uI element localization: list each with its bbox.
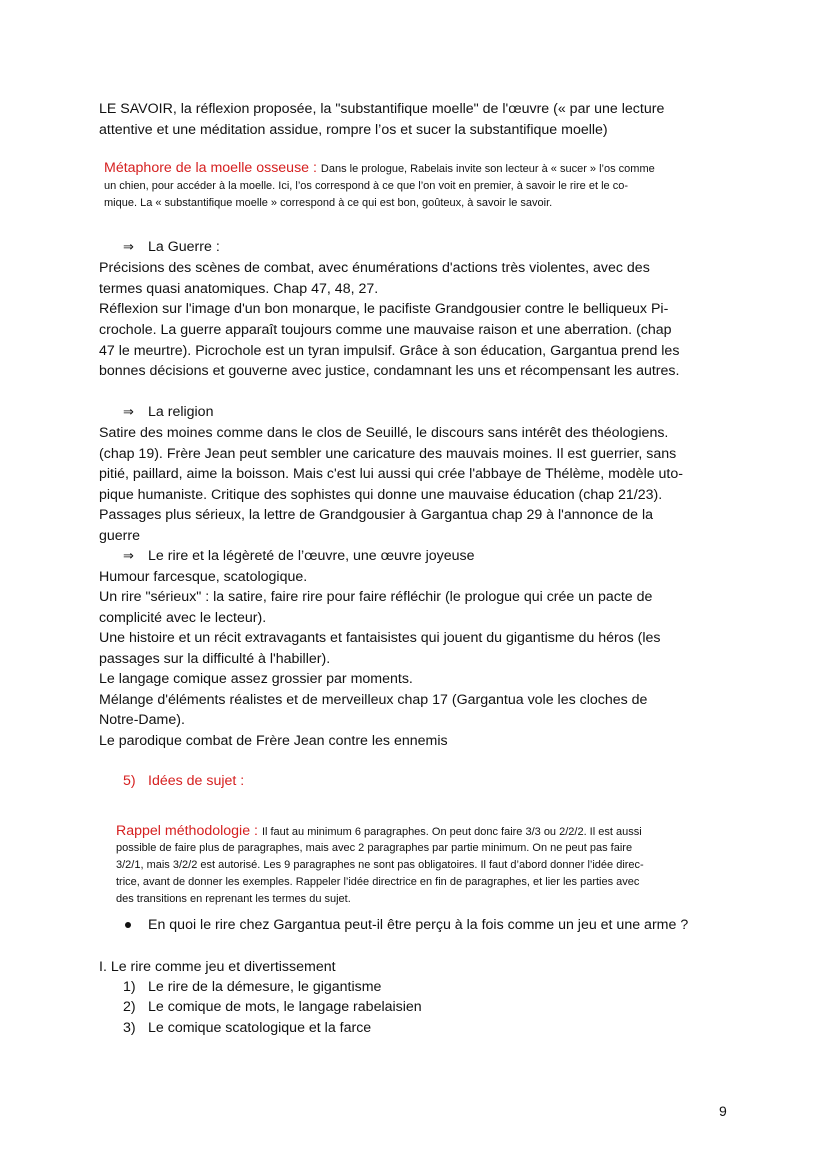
arrow-icon: ⇒ — [123, 404, 134, 419]
metaphor-text-1: Dans le prologue, Rabelais invite son lecteur à « sucer » l’os comme — [320, 163, 655, 175]
rappel-line-1 — [116, 821, 642, 841]
religion-line: guerre — [99, 528, 141, 544]
section-5-title: Idées de sujet : — [148, 773, 245, 789]
guerre-line: Réflexion sur l'image d'un bon monarque, le pacifiste Grandgousier contre le belliqueux Pi- — [99, 301, 669, 317]
guerre-line: 47 le meurtre). Picrochole est un tyran impulsif. Grâce à son éducation, Gargantua prend les — [99, 343, 680, 359]
metaphor-heading: Métaphore de la moelle osseuse : — [104, 160, 317, 176]
plan-item: Le comique de mots, le langage rabelaisien — [148, 999, 422, 1015]
intro-line-1: LE SAVOIR, la réflexion proposée, la "substantifique moelle" de l'œuvre (« par une lecture — [99, 101, 665, 117]
rappel-line-4: trice, avant de donner les exemples. Rappeler l’idée directrice en fin de paragraphes, et lier les parties avec — [116, 876, 640, 888]
guerre-line: termes quasi anatomiques. Chap 47, 48, 27. — [99, 281, 379, 297]
metaphor-line-3: mique. La « substantifique moelle » correspond à ce qui est bon, goûteux, à savoir le savoir. — [104, 197, 553, 209]
rappel-line-3: 3/2/1, mais 3/2/2 est autorisé. Les 9 paragraphes ne sont pas obligatoires. Il faut d’abord donner l’idée direc- — [116, 859, 644, 871]
rire-line: Le langage comique assez grossier par moments. — [99, 671, 413, 687]
section-5-number: 5) — [123, 773, 136, 789]
rappel-heading: Rappel méthodologie : — [116, 823, 258, 839]
subject-question: En quoi le rire chez Gargantua peut-il être perçu à la fois comme un jeu et une arme ? — [148, 917, 689, 933]
arrow-icon: ⇒ — [123, 548, 134, 563]
rappel-line-5: des transitions en reprenant les termes du sujet. — [116, 893, 351, 905]
rire-line: Humour farcesque, scatologique. — [99, 569, 308, 585]
religion-line: Passages plus sérieux, la lettre de Grandgousier à Gargantua chap 29 à l'annonce de la — [99, 507, 654, 523]
intro-line-2: attentive et une méditation assidue, rompre l’os et sucer la substantifique moelle) — [99, 122, 608, 138]
rire-line: complicité avec le lecteur). — [99, 610, 267, 626]
guerre-line: bonnes décisions et gouverne avec justice, condamnant les uns et récompensant les autres. — [99, 363, 680, 379]
religion-line: pique humaniste. Critique des sophistes qui donne une mauvaise éducation (chap 21/23). — [99, 487, 663, 503]
rire-line: Notre-Dame). — [99, 712, 185, 728]
rire-line: passages sur la difficulté à l'habiller). — [99, 651, 331, 667]
rire-line: Un rire "sérieux" : la satire, faire rire pour faire réfléchir (le prologue qui crée un pacte de — [99, 589, 653, 605]
metaphor-line-1 — [104, 158, 655, 178]
rire-line: Le parodique combat de Frère Jean contre les ennemis — [99, 733, 448, 749]
religion-line: Satire des moines comme dans le clos de Seuillé, le discours sans intérêt des théologiens. — [99, 425, 669, 441]
arrow-icon: ⇒ — [123, 239, 134, 254]
rire-title: Le rire et la légèreté de l’œuvre, une œuvre joyeuse — [148, 548, 475, 564]
rappel-line-2: possible de faire plus de paragraphes, mais avec 2 paragraphes par partie minimum. On ne peut pas faire — [116, 842, 633, 854]
guerre-title: La Guerre : — [148, 239, 220, 255]
page-number: 9 — [719, 1103, 727, 1119]
rire-line: Mélange d'éléments réalistes et de merveilleux chap 17 (Gargantua vole les cloches de — [99, 692, 648, 708]
plan-part-1: I. Le rire comme jeu et divertissement — [99, 959, 336, 975]
plan-item-number: 2) — [123, 999, 136, 1015]
religion-line: (chap 19). Frère Jean peut sembler une caricature des mauvais moines. Il est guerrier, sans — [99, 446, 677, 462]
plan-item: Le comique scatologique et la farce — [148, 1020, 372, 1036]
guerre-line: crochole. La guerre apparaît toujours comme une mauvaise raison et une aberration. (chap — [99, 322, 672, 338]
bullet-icon — [125, 922, 131, 928]
plan-item: Le rire de la démesure, le gigantisme — [148, 979, 382, 995]
plan-item-number: 3) — [123, 1020, 136, 1036]
religion-line: pitié, paillard, aime la boisson. Mais c'est lui aussi qui crée l'abbaye de Thélème, modèle uto- — [99, 466, 683, 482]
rire-line: Une histoire et un récit extravagants et fantaisistes qui jouent du gigantisme du héros (les — [99, 630, 661, 646]
rappel-text-1: Il faut au minimum 6 paragraphes. On peut donc faire 3/3 ou 2/2/2. Il est aussi — [261, 826, 642, 838]
plan-item-number: 1) — [123, 979, 136, 995]
religion-title: La religion — [148, 404, 214, 420]
guerre-line: Précisions des scènes de combat, avec énumérations d'actions très violentes, avec des — [99, 260, 650, 276]
metaphor-line-2: un chien, pour accéder à la moelle. Ici, l’os correspond à ce que l’on voit en premier, à savoir le rire et le co- — [104, 180, 628, 192]
